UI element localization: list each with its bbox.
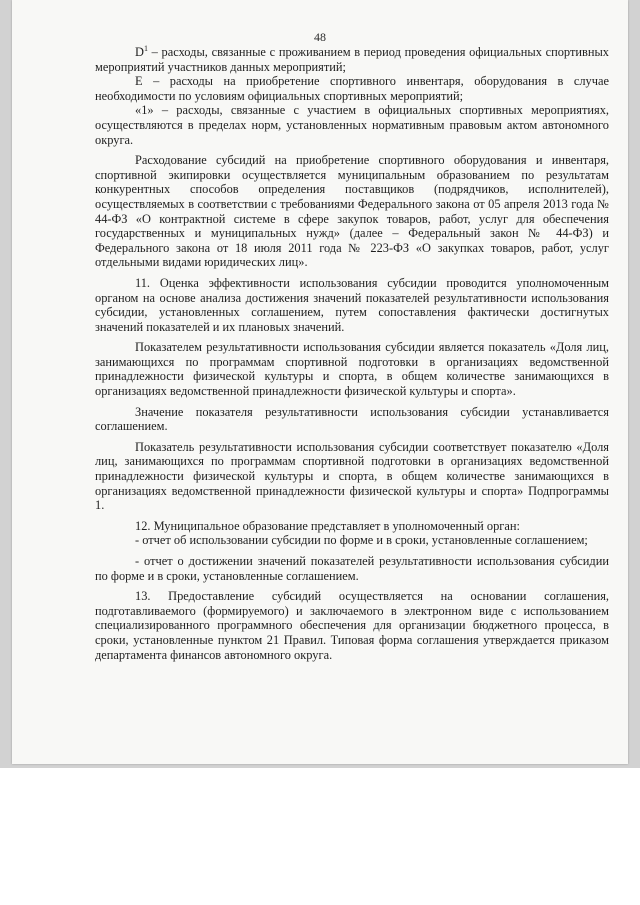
document-body xyxy=(95,45,609,662)
paragraph-12: 12. Муниципальное образование представляет в уполномоченный орган: xyxy=(135,518,520,533)
paragraph-procurement: Расходование субсидий на приобретение спортивного оборудования и инвентаря, спортивной экипировки осуществляется муниципальным образованием по результатам конкурентных способов определения поставщиков (подрядчиков, исполнителей), осуществляемых в соответствии с требованиями Федерального закона от 05 апреля 2013 года № 44-ФЗ «О контрактной системе в сфере закупок товаров, работ, услуг для обеспечения государственных и муниципальных нужд» (далее – Федеральный закон № 44-ФЗ) и Федерального закона от 18 июля 2011 года № 223-ФЗ «О закупках товаров, работ, услуг отдельными видами юридических лиц». xyxy=(95,153,609,270)
paragraph-13: 13. Предоставление субсидий осуществляется на основании соглашения, подготавливаемого (формируемого) и заключаемого в электронном виде с использованием специализированного программного обеспечения для организации бюджетного процесса, в сроки, установленные пунктом 21 Правил. Типовая форма соглашения утверждается приказом департамента финансов автономного округа. xyxy=(95,589,609,662)
paragraph-e: Е – расходы на приобретение спортивного инвентаря, оборудования в случае необходимости по условиям официальных спортивных мероприятий; xyxy=(95,74,609,103)
paragraph-12-report-results: - отчет о достижении значений показателей результативности использования субсидии по форме и в сроки, установленные соглашением. xyxy=(95,554,609,583)
paragraph-one: «1» – расходы, связанные с участием в официальных спортивных мероприятиях, осуществляются в пределах норм, установленных нормативным правовым актом автономного округа. xyxy=(95,103,609,147)
paragraph-d1-text: – расходы, связанные с проживанием в период проведения официальных спортивных мероприятий участников данных мероприятий; xyxy=(95,45,609,74)
paragraph-12-report-usage: - отчет об использовании субсидии по форме и в сроки, установленные соглашением; xyxy=(135,533,588,548)
page-number: 48 xyxy=(314,30,326,44)
term-d-superscript: 1 xyxy=(143,43,148,53)
paragraph-indicator-match: Показатель результативности использования субсидии соответствует показателю «Доля лиц, занимающихся по программам спортивной подготовки в организациях ведомственной принадлежности физической культуры и спорта, в общем количестве занимающихся в организациях ведомственной принадлежности физической культуры и спорта» Подпрограммы 1. xyxy=(95,439,609,513)
paragraph-indicator-value: Значение показателя результативности использования субсидии устанавливается соглашением. xyxy=(95,404,609,434)
paragraph-indicator: Показателем результативности использования субсидии является показатель «Доля лиц, занимающихся по программам спортивной подготовки в организациях ведомственной принадлежности физической культуры и спорта, в общем количестве занимающихся в организациях ведомственной принадлежности физической культуры и спорта». xyxy=(95,340,609,399)
paragraph-d1 xyxy=(95,45,609,74)
term-d: D xyxy=(135,45,144,59)
paragraph-11: 11. Оценка эффективности использования субсидии проводится уполномоченным органом на основе анализа достижения значений показателей результативности использования субсидии, установленных соглашением, путем сопоставления фактически достигнутых значений показателей и их плановых значений. xyxy=(95,275,609,334)
document-page xyxy=(12,0,628,764)
